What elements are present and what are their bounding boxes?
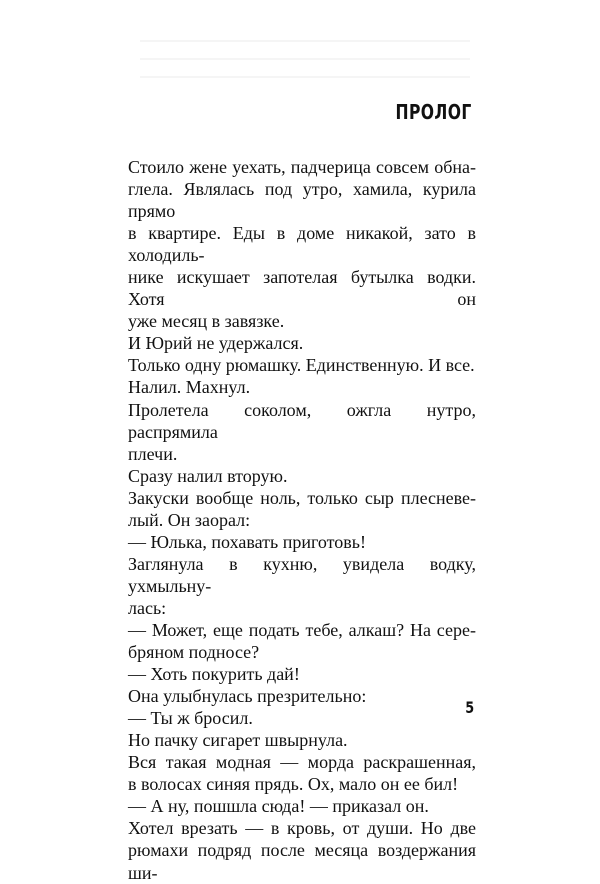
body-text [128, 156, 476, 884]
text-line: — Может, еще подать тебе, алкаш? На сере- [128, 619, 476, 640]
text-line: Она улыбнулась презрительно: [128, 686, 367, 707]
text-line: бряном подносе? [128, 642, 260, 663]
text-line: лый. Он заорал: [128, 509, 251, 530]
text-line: — Юлька, похавать приготовь! [128, 531, 367, 552]
text-line: Заглянула в кухню, увидела водку, ухмыльну- [128, 553, 476, 596]
text-line: Только одну рюмашку. Единственную. И все. [128, 355, 475, 376]
page-number: 5 [465, 698, 474, 717]
text-line: рюмахи подряд после месяца воздержания ши- [128, 840, 476, 883]
text-line: Закуски вообще ноль, только сыр плесневе- [128, 487, 476, 508]
text-line: нике искушает запотелая бутылка водки. Хотя он [128, 267, 476, 310]
text-line: лась: [128, 597, 167, 618]
text-line: глела. Являлась под утро, хамила, курила прямо [128, 179, 476, 222]
text-line: Стоило жене уехать, падчерица совсем обна- [128, 157, 476, 177]
text-line: Пролетела соколом, ожгла нутро, распрямила [128, 399, 476, 442]
text-line: — А ну, пошшла сюда! — приказал он. [128, 796, 429, 817]
text-line: — Ты ж бросил. [128, 708, 253, 729]
text-line: уже месяц в завязке. [128, 311, 285, 332]
text-line: Налил. Махнул. [128, 377, 251, 398]
text-line: Хотел врезать — в кровь, от души. Но две [128, 818, 476, 839]
text-line: Вся такая модная — морда раскрашенная, [128, 752, 476, 773]
text-line: — Хоть покурить дай! [128, 664, 300, 685]
text-line: Но пачку сигарет швырнула. [128, 730, 348, 751]
text-line: Сразу налил вторую. [128, 465, 288, 486]
text-line: плечи. [128, 443, 178, 464]
chapter-heading: ПРОЛОГ [395, 100, 472, 124]
text-line: в волосах синяя прядь. Ох, мало он ее бил! [128, 774, 459, 795]
text-line: И Юрий не удержался. [128, 333, 304, 354]
bleed-through-texture [140, 40, 470, 94]
text-line: в квартире. Еды в доме никакой, зато в холодиль- [128, 223, 476, 266]
